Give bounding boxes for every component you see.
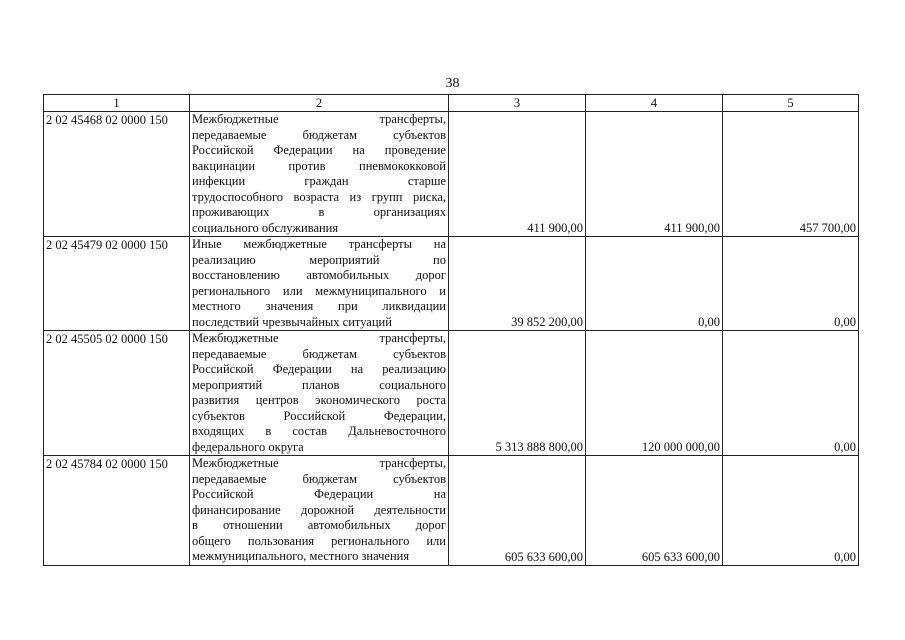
description-line: субъектов Российской Федерации, xyxy=(192,408,446,423)
description xyxy=(190,456,449,566)
budget-code: 2 02 45479 02 0000 150 xyxy=(44,237,190,331)
column-header: 2 xyxy=(190,95,449,112)
description-line: в отношении автомобильных дорог xyxy=(192,518,446,532)
description-line: проживающих в организациях xyxy=(192,205,446,219)
table-row xyxy=(44,331,859,456)
page-number: 38 xyxy=(445,76,460,91)
description-line: федерального округа xyxy=(192,439,304,454)
description xyxy=(190,331,449,456)
description-line: передаваемые бюджетам субъектов xyxy=(192,471,446,486)
description-line: общего пользования регионального или xyxy=(192,533,446,548)
description-line: финансирование дорожной деятельности xyxy=(192,502,446,517)
amount-col3: 5 313 888 800,00 xyxy=(449,331,586,456)
description-line: Иные межбюджетные трансферты на xyxy=(192,237,446,251)
description-line: восстановлению автомобильных дорог xyxy=(192,268,446,282)
description-line: Межбюджетные трансферты, xyxy=(192,456,446,470)
column-header: 5 xyxy=(723,95,859,112)
description-line: передаваемые бюджетам субъектов xyxy=(192,127,446,142)
column-header: 4 xyxy=(586,95,723,112)
description xyxy=(190,112,449,237)
amount-col5: 457 700,00 xyxy=(723,112,859,237)
column-header: 3 xyxy=(449,95,586,112)
table-row xyxy=(44,112,859,237)
description-line: Межбюджетные трансферты, xyxy=(192,331,446,345)
amount-col4: 120 000 000,00 xyxy=(586,331,723,456)
amount-col5: 0,00 xyxy=(723,456,859,566)
header-row xyxy=(44,95,859,112)
description-line: развития центров экономического роста xyxy=(192,393,446,407)
description xyxy=(190,237,449,331)
budget-code: 2 02 45505 02 0000 150 xyxy=(44,331,190,456)
amount-col5: 0,00 xyxy=(723,331,859,456)
description-line: входящих в состав Дальневосточного xyxy=(192,424,446,438)
amount-col4: 0,00 xyxy=(586,237,723,331)
description-line: межмуниципального, местного значения xyxy=(192,549,410,563)
description-line: передаваемые бюджетам субъектов xyxy=(192,346,446,361)
budget-table xyxy=(43,94,859,566)
amount-col3: 605 633 600,00 xyxy=(449,456,586,566)
amount-col4: 411 900,00 xyxy=(586,112,723,237)
table-row xyxy=(44,456,859,566)
description-line: регионального или межмуниципального и xyxy=(192,283,446,298)
description-line: инфекции граждан старше xyxy=(192,174,446,188)
description-line: мероприятий планов социального xyxy=(192,377,446,392)
description-line: последствий чрезвычайных ситуаций xyxy=(192,314,392,329)
description-line: вакцинации против пневмококковой xyxy=(192,158,446,173)
description-line: Межбюджетные трансферты, xyxy=(192,112,446,126)
amount-col3: 39 852 200,00 xyxy=(449,237,586,331)
amount-col3: 411 900,00 xyxy=(449,112,586,237)
description-line: Российской Федерации на реализацию xyxy=(192,362,446,376)
table-row xyxy=(44,237,859,331)
budget-code: 2 02 45784 02 0000 150 xyxy=(44,456,190,566)
description-line: Российской Федерации на xyxy=(192,487,446,501)
description-line: местного значения при ликвидации xyxy=(192,299,446,313)
amount-col5: 0,00 xyxy=(723,237,859,331)
description-line: реализацию мероприятий по xyxy=(192,252,446,267)
amount-col4: 605 633 600,00 xyxy=(586,456,723,566)
budget-code: 2 02 45468 02 0000 150 xyxy=(44,112,190,237)
description-line: Российской Федерации на проведение xyxy=(192,143,446,157)
description-line: трудоспособного возраста из групп риска, xyxy=(192,189,446,204)
column-header: 1 xyxy=(44,95,190,112)
description-line: социального обслуживания xyxy=(192,220,339,235)
